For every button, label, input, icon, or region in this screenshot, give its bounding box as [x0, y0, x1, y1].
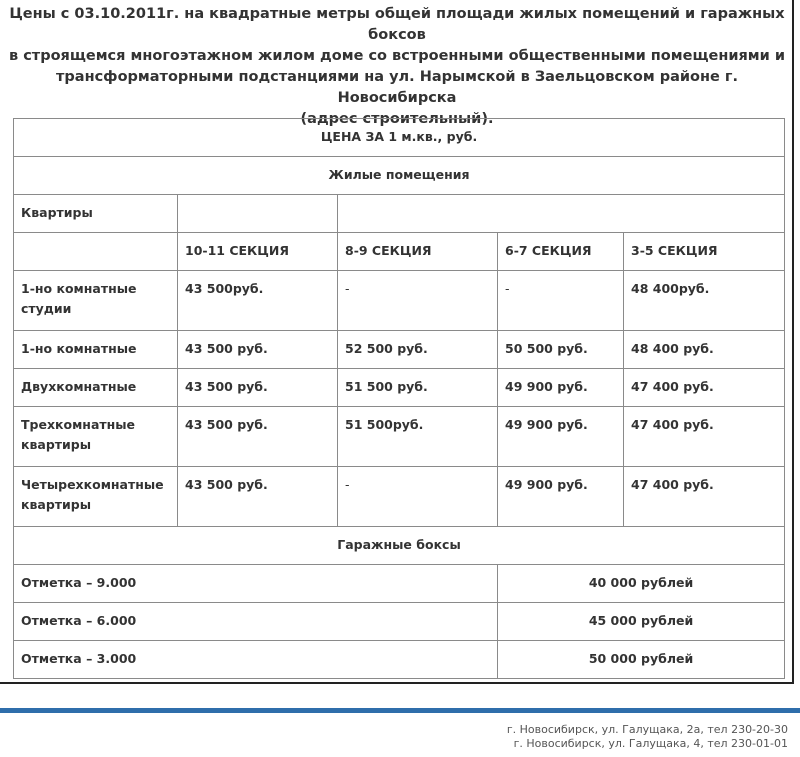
footer-address-line: г. Новосибирск, ул. Галущака, 4, тел 230-01-01 — [513, 737, 788, 750]
price-header: ЦЕНА ЗА 1 м.кв., руб. — [14, 119, 785, 157]
price-cell: 47 400 руб. — [624, 369, 785, 407]
table-row — [14, 407, 785, 467]
section-header: 3-5 СЕКЦИЯ — [624, 233, 785, 271]
price-cell: 47 400 руб. — [624, 407, 785, 467]
section-header: 8-9 СЕКЦИЯ — [338, 233, 498, 271]
table-cell-empty — [14, 233, 178, 271]
table-row — [14, 641, 785, 679]
garage-price: 40 000 рублей — [498, 565, 785, 603]
garage-label: Отметка – 6.000 — [14, 603, 498, 641]
price-cell: 43 500 руб. — [178, 369, 338, 407]
row-label: 1-но комнатные студии — [14, 271, 178, 331]
price-cell: 43 500 руб. — [178, 331, 338, 369]
price-cell: 48 400 руб. — [624, 331, 785, 369]
price-cell: 49 900 руб. — [498, 369, 624, 407]
price-cell: 51 500 руб. — [338, 369, 498, 407]
title-line-4: (адрес строительный). — [300, 111, 494, 127]
page-title — [0, 4, 794, 130]
table-row — [14, 157, 785, 195]
residential-header: Жилые помещения — [14, 157, 785, 195]
price-cell: 47 400 руб. — [624, 467, 785, 527]
title-line-1: Цены с 03.10.2011г. на квадратные метры общей площади жилых помещений и гаражных боксов — [9, 6, 785, 43]
table-cell-empty — [338, 195, 785, 233]
title-line-2: в строящемся многоэтажном жилом доме со встроенными общественными помещениями и — [8, 48, 786, 64]
garage-label: Отметка – 9.000 — [14, 565, 498, 603]
row-label: Двухкомнатные — [14, 369, 178, 407]
table-row — [14, 119, 785, 157]
row-label: 1-но комнатные — [14, 331, 178, 369]
price-cell: - — [498, 271, 624, 331]
price-cell: 52 500 руб. — [338, 331, 498, 369]
price-cell: 51 500руб. — [338, 407, 498, 467]
section-header: 6-7 СЕКЦИЯ — [498, 233, 624, 271]
price-cell: 43 500 руб. — [178, 407, 338, 467]
price-cell: 50 500 руб. — [498, 331, 624, 369]
section-header: 10-11 СЕКЦИЯ — [178, 233, 338, 271]
table-row — [14, 603, 785, 641]
table-row — [14, 331, 785, 369]
table-cell-empty — [178, 195, 338, 233]
title-line-3: трансформаторными подстанциями на ул. Нарымской в Заельцовском районе г. Новосибирска — [56, 69, 738, 106]
row-label: Трехкомнатные квартиры — [14, 407, 178, 467]
table-row — [14, 195, 785, 233]
garage-price: 50 000 рублей — [498, 641, 785, 679]
price-cell: 48 400руб. — [624, 271, 785, 331]
table-row — [14, 565, 785, 603]
price-cell: - — [338, 467, 498, 527]
garage-header: Гаражные боксы — [14, 527, 785, 565]
price-table — [13, 118, 785, 679]
price-cell: 43 500руб. — [178, 271, 338, 331]
footer-addresses — [507, 723, 788, 751]
price-cell: - — [338, 271, 498, 331]
price-cell: 49 900 руб. — [498, 407, 624, 467]
footer-accent-bar — [0, 708, 800, 713]
table-row — [14, 271, 785, 331]
row-label: Четырехкомнатные квартиры — [14, 467, 178, 527]
footer-address-line: г. Новосибирск, ул. Галущака, 2а, тел 230-20-30 — [506, 723, 788, 736]
table-row — [14, 233, 785, 271]
garage-label: Отметка – 3.000 — [14, 641, 498, 679]
garage-price: 45 000 рублей — [498, 603, 785, 641]
table-row — [14, 527, 785, 565]
price-cell: 43 500 руб. — [178, 467, 338, 527]
table-row — [14, 467, 785, 527]
apartments-label: Квартиры — [14, 195, 178, 233]
price-cell: 49 900 руб. — [498, 467, 624, 527]
table-row — [14, 369, 785, 407]
